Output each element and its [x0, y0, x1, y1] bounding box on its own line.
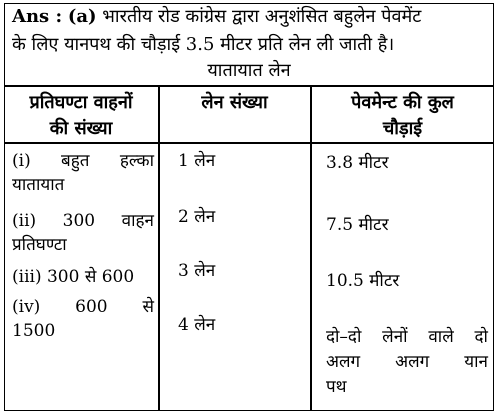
row-1-width: 3.8 मीटर [326, 153, 389, 173]
table-subtitle: यातायात लेन [207, 60, 291, 81]
header-lanes-line-1: लेन संख्या [201, 92, 268, 113]
row-2-traffic-line-2: प्रतिघण्टा [12, 235, 67, 255]
divider-below-subtitle [4, 85, 494, 87]
header-traffic-line-1: प्रतिघण्टा वाहनों [29, 92, 133, 113]
row-4-traffic-line-2: 1500 [12, 321, 56, 341]
row-1-traffic-line-2: यातायात [12, 175, 65, 195]
header-width-line-1: पेवमेन्ट की कुल [351, 92, 454, 113]
header-traffic [4, 92, 158, 140]
answer-part: (a) [67, 6, 97, 27]
row-2-traffic-line-1: (ii) 300 वाहन [12, 211, 154, 231]
row-1-lanes: 1 लेन [178, 151, 216, 171]
row-3-width: 10.5 मीटर [326, 271, 400, 291]
row-1-traffic [12, 150, 154, 196]
header-width [311, 92, 494, 140]
header-lanes [159, 92, 310, 114]
row-2-width: 7.5 मीटर [326, 215, 389, 235]
answer-line-2 [12, 34, 394, 56]
answer-line-1 [12, 6, 421, 28]
header-traffic-line-2: की संख्या [49, 118, 113, 139]
row-4-lanes: 4 लेन [178, 315, 216, 335]
row-3-lanes: 3 लेन [178, 261, 216, 281]
answer-text-line-2: के लिए यानपथ की चौड़ाई 3.5 मीटर प्रति लेन ली जाती है। [12, 34, 395, 55]
row-4-width-line-2: अलग अलग यान [326, 352, 488, 372]
row-2-lanes: 2 लेन [178, 207, 216, 227]
row-4-width [326, 326, 488, 398]
row-2-traffic [12, 210, 154, 256]
row-4-traffic [12, 296, 154, 342]
answer-text-line-1: भारतीय रोड कांग्रेस द्वारा अनुशंसित बहुलेन पेवमेंट [102, 6, 422, 27]
header-width-line-2: चौड़ाई [382, 118, 423, 139]
row-4-width-line-1: दो–दो लेनों वाले दो [326, 327, 488, 347]
row-1-traffic-line-1: (i) बहुत हल्का [12, 151, 154, 171]
column-divider-1 [158, 85, 160, 411]
divider-below-header [4, 142, 494, 144]
row-4-width-line-3: पथ [326, 377, 347, 397]
row-3-traffic [12, 266, 154, 288]
row-3-traffic-line-1: (iii) 300 से 600 [12, 267, 135, 287]
row-4-traffic-line-1: (iv) 600 से [12, 297, 154, 317]
answer-label: Ans : [12, 6, 63, 27]
